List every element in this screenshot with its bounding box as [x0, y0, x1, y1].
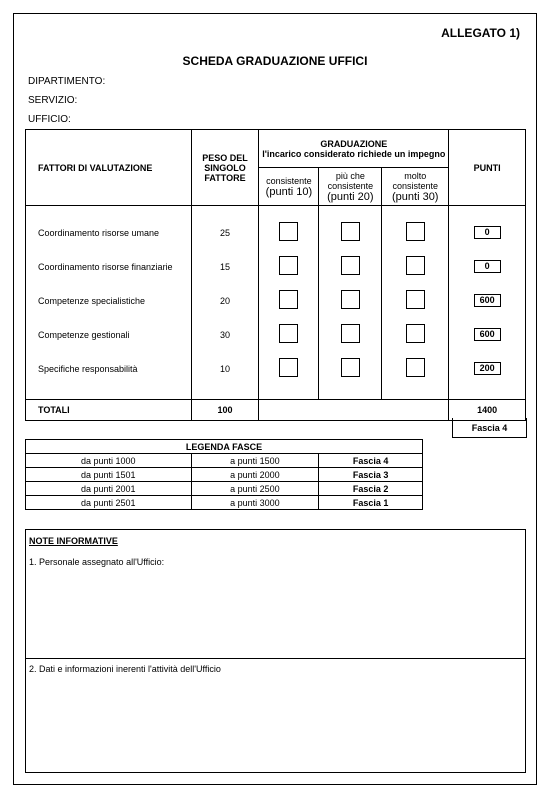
- page-title: SCHEDA GRADUAZIONE UFFICI: [182, 54, 368, 68]
- fattore-label: Coordinamento risorse finanziarie: [26, 250, 192, 284]
- checkbox-piu-che-consistente[interactable]: [341, 256, 360, 275]
- field-dipartimento: DIPARTIMENTO:: [28, 76, 106, 87]
- document-page: [13, 13, 537, 785]
- header-fattori: FATTORI DI VALUTAZIONE: [26, 130, 192, 206]
- fattore-label: Coordinamento risorse umane: [26, 216, 192, 250]
- table-row: [26, 318, 526, 352]
- checkbox-molto-consistente[interactable]: [406, 324, 425, 343]
- fattore-label: Specifiche responsabilità: [26, 352, 192, 386]
- legenda-title: LEGENDA FASCE: [26, 440, 423, 454]
- peso-value: 25: [191, 216, 259, 250]
- checkbox-molto-consistente[interactable]: [406, 256, 425, 275]
- checkbox-molto-consistente[interactable]: [406, 358, 425, 377]
- checkbox-molto-consistente[interactable]: [406, 222, 425, 241]
- punti-value: 600: [474, 294, 501, 307]
- fattore-label: Competenze gestionali: [26, 318, 192, 352]
- header-level-1: consistente (punti 10): [259, 168, 319, 206]
- checkbox-consistente[interactable]: [279, 256, 298, 275]
- table-row: [26, 284, 526, 318]
- punti-value: 0: [474, 226, 501, 239]
- peso-value: 15: [191, 250, 259, 284]
- graduazione-subtitle: l'incarico considerato richiede un impegno: [262, 148, 446, 159]
- legenda-row: da punti 1000 a punti 1500 Fascia 4: [26, 454, 423, 468]
- peso-value: 30: [191, 318, 259, 352]
- peso-value: 20: [191, 284, 259, 318]
- totali-punti: 1400: [449, 400, 526, 421]
- checkbox-piu-che-consistente[interactable]: [341, 222, 360, 241]
- checkbox-piu-che-consistente[interactable]: [341, 290, 360, 309]
- field-servizio: SERVIZIO:: [28, 95, 78, 106]
- checkbox-piu-che-consistente[interactable]: [341, 324, 360, 343]
- fattore-label: Competenze specialistiche: [26, 284, 192, 318]
- totali-peso: 100: [191, 400, 259, 421]
- note-informative-box: [25, 529, 526, 773]
- table-row: [26, 352, 526, 386]
- checkbox-consistente[interactable]: [279, 324, 298, 343]
- checkbox-molto-consistente[interactable]: [406, 290, 425, 309]
- checkbox-consistente[interactable]: [279, 222, 298, 241]
- peso-value: 10: [191, 352, 259, 386]
- checkbox-consistente[interactable]: [279, 290, 298, 309]
- checkbox-consistente[interactable]: [279, 358, 298, 377]
- table-row: [26, 216, 526, 250]
- note-dati: 2. Dati e informazioni inerenti l'attività dell'Ufficio: [29, 664, 221, 674]
- header-level-3: molto consistente (punti 30): [382, 168, 449, 206]
- legenda-row: da punti 2001 a punti 2500 Fascia 2: [26, 482, 423, 496]
- notes-divider: [26, 658, 525, 659]
- table-row: [26, 250, 526, 284]
- fascia-result: Fascia 4: [452, 418, 527, 438]
- header-punti: PUNTI: [449, 130, 526, 206]
- legenda-fasce-table: [25, 439, 423, 510]
- graduazione-title: GRADUAZIONE: [320, 138, 388, 149]
- header-graduazione: [259, 130, 449, 168]
- note-personale: 1. Personale assegnato all'Ufficio:: [29, 557, 165, 567]
- header-peso: PESO DEL SINGOLO FATTORE: [191, 130, 259, 206]
- punti-value: 600: [474, 328, 501, 341]
- punti-value: 0: [474, 260, 501, 273]
- legenda-row: da punti 1501 a punti 2000 Fascia 3: [26, 468, 423, 482]
- totali-row: [26, 400, 526, 421]
- totali-label: TOTALI: [26, 400, 192, 421]
- valutazione-table: [25, 129, 526, 421]
- header-level-2: più che consistente (punti 20): [319, 168, 382, 206]
- punti-value: 200: [474, 362, 501, 375]
- legenda-row: da punti 2501 a punti 3000 Fascia 1: [26, 496, 423, 510]
- notes-title: NOTE INFORMATIVE: [29, 536, 118, 546]
- allegato-label: ALLEGATO 1): [441, 26, 520, 40]
- checkbox-piu-che-consistente[interactable]: [341, 358, 360, 377]
- field-ufficio: UFFICIO:: [28, 114, 71, 125]
